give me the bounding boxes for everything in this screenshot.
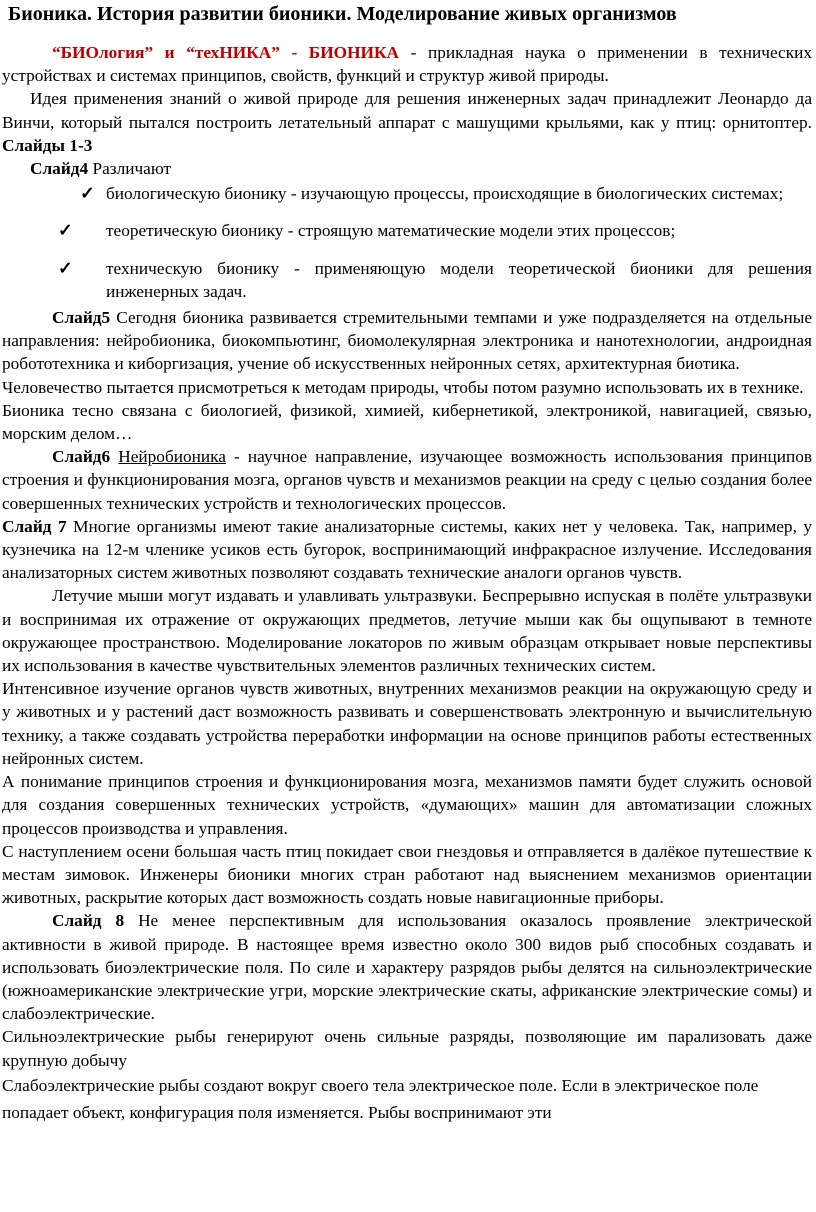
idea-paragraph	[2, 87, 812, 157]
idea-text: Идея применения знаний о живой природе для решения инженерных задач принадлежит Леонардо да Винчи, который пытался построить летательный аппарат с машущими крыльями, как у птиц: орнитоптер.	[2, 89, 812, 132]
slide5-label: Слайд5	[52, 308, 111, 328]
brain-paragraph: А понимание принципов строения и функционирования мозга, механизмов памяти будет служить основой для создания совершенных технических устройств, «думающих» машин для автоматизации сложных процессов производства и управления.	[2, 772, 812, 838]
slide4-label: Слайд4	[30, 159, 89, 179]
checkmark-icon: ✓	[58, 221, 73, 241]
slide7-label: Слайд 7	[2, 516, 67, 536]
list-item	[58, 257, 812, 303]
slides-1-3-label: Слайды 1-3	[2, 135, 93, 155]
neurobionics-term: Нейробионика	[118, 447, 226, 467]
slide5-text: Сегодня бионика развивается стремительными темпами и уже подразделяется на отдельные направления: нейробионика, биокомпьютинг, биомолекулярная электроника и нанотехнологии, андроидная робототехника и киборгизация, учение об искусственных нейронных сетях, архитектурная биотика.	[2, 308, 812, 374]
slide5-paragraph	[2, 306, 812, 376]
bionika-term: “БИОлогия” и “техНИКА” - БИОНИКА	[52, 43, 400, 62]
humanity-paragraph: Человечество пытается присмотреться к методам природы, чтобы потом разумно использовать их в технике.	[2, 377, 804, 397]
links-paragraph: Бионика тесно связана с биологией, физикой, химией, кибернетикой, электроникой, навигацией, связью, морским делом…	[2, 400, 812, 444]
intensive-paragraph: Интенсивное изучение органов чувств животных, внутренних механизмов реакции на окружающую среду и у животных и у растений даст возможность развивать и совершенствовать электронную и вычислительную технику, а также создавать устройства переработки информации на основе принципов работы естественных нейронных систем.	[2, 679, 812, 768]
strong-fish-paragraph: Сильноэлектрические рыбы генерируют очень сильные разряды, позволяющие им парализовать даже крупную добычу	[2, 1027, 812, 1070]
list-item	[58, 182, 812, 205]
slide8-paragraph	[2, 909, 812, 1025]
slide8-label: Слайд 8	[52, 911, 125, 931]
slide4-text: Различают	[88, 159, 172, 179]
slide6-text: - научное направление, изучающее возможность использования принципов строения и функционирования мозга, органов чувств и механизмов реакции на среду с целью создания более совершенных технических устройств и технологических процессов.	[2, 447, 812, 513]
checkmark-icon: ✓	[80, 184, 95, 204]
intro-paragraph	[2, 41, 812, 87]
slide7-paragraph	[2, 515, 812, 585]
slide8-text: Не менее перспективным для использования оказалось проявление электрической активности в живой природе. В настоящее время известно около 300 видов рыб способных создавать и использовать биоэлектрические поля. По силе и характеру разрядов рыбы делятся на сильноэлектрические (южноамериканские электрические угри, морские электрические скаты, африканские электрические сомы) и слабоэлектрические.	[2, 911, 813, 1024]
bats-paragraph: Летучие мыши могут издавать и улавливать ультразвуки. Беспрерывно испуская в полёте ультразвуки и воспринимая их отражение от окружающих предметов, летучие мыши как бы ощупывают в темноте окружающее пространствою. Моделирование локаторов по живым образцам открывает новые перспективы их использования в качестве чувствительных элементов различных технических систем.	[2, 586, 812, 676]
page-title: Бионика. История развитии бионики. Моделирование живых организмов	[8, 3, 677, 25]
checkmark-icon: ✓	[58, 258, 73, 278]
slide6-paragraph	[2, 445, 812, 515]
type-text-theoretical: теоретическую бионику - строящую математические модели этих процессов;	[106, 221, 676, 241]
intro-text: - прикладная наука о применении в технических устройствах и системах принципов, свойств, функций и структур живой природы.	[2, 43, 812, 86]
slide6-label: Слайд6	[52, 447, 111, 467]
list-item	[58, 219, 812, 242]
slide7-text: Многие организмы имеют такие анализаторные системы, каких нет у человека. Так, например, у кузнечика на 12-м членике усиков есть бугорок, воспринимающий инфракрасное излучение. Исследования анализаторных систем животных позволяют создавать технические аналоги органов чувств.	[2, 516, 812, 583]
slide4-paragraph	[30, 157, 812, 180]
type-text-technical: техническую бионику - применяющую модели теоретической бионики для решения инженерных задач.	[106, 258, 812, 301]
birds-paragraph: С наступлением осени большая часть птиц покидает свои гнездовья и отправляется в далёкое путешествие к местам зимовок. Инженеры бионики многих стран работают над выяснением механизмов ориентации животных, раскрытие которых даст возможность создать новые навигационные приборы.	[2, 841, 812, 908]
bionics-types-list	[2, 182, 812, 303]
type-text-biological: биологическую бионику - изучающую процессы, происходящие в биологических системах;	[106, 184, 784, 204]
weak-fish-paragraph: Слабоэлектрические рыбы создают вокруг своего тела электрическое поле. Если в электрическое поле попадает объект, конфигурация поля изменяется. Рыбы воспринимают эти	[2, 1075, 759, 1122]
